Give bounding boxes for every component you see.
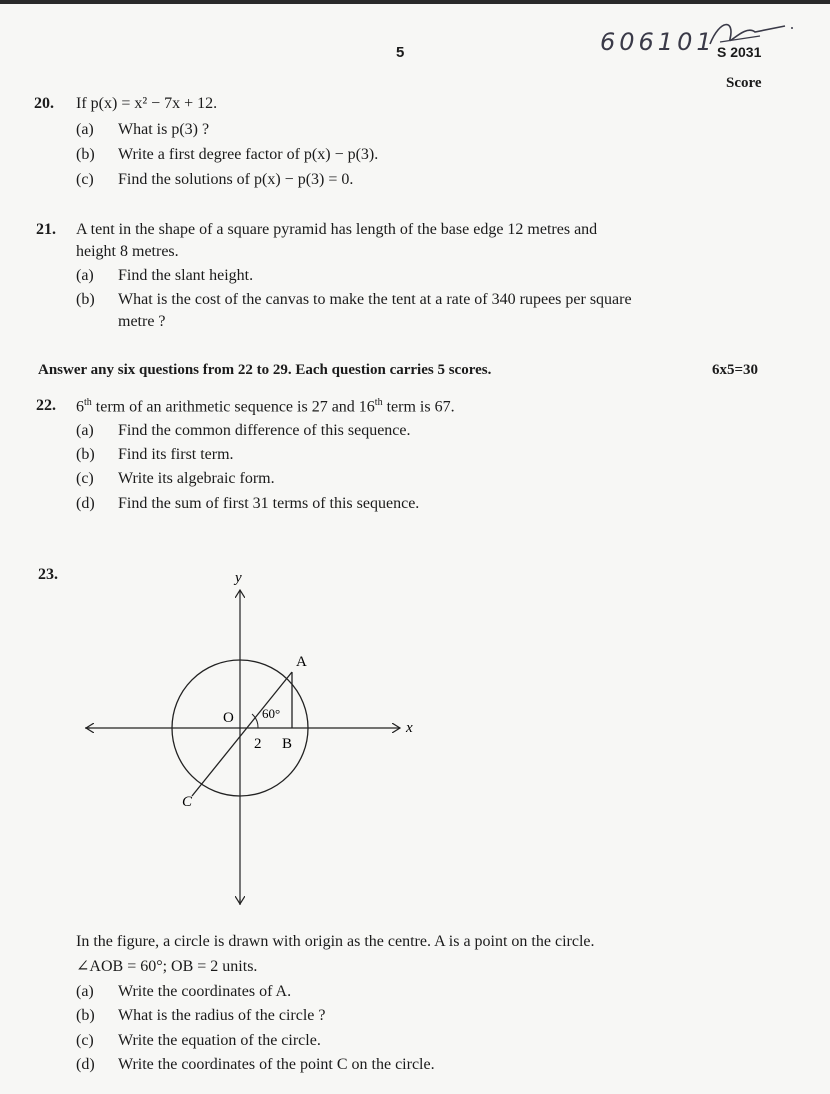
part-text: Find the sum of first 31 terms of this sequence. <box>118 495 420 512</box>
point-c-label: C <box>182 794 193 810</box>
q20-number: 20. <box>34 95 54 112</box>
q22-number: 22. <box>36 397 56 414</box>
part-text: Write the coordinates of A. <box>118 983 292 1000</box>
point-a-label: A <box>296 654 307 670</box>
q22-part-b <box>76 447 234 463</box>
page-top-edge <box>0 0 830 4</box>
angle-label: 60° <box>262 706 281 721</box>
q22-stem-part: term is 67. <box>382 398 455 416</box>
part-label: (c) <box>76 470 94 487</box>
q21-part-b <box>76 292 632 308</box>
part-label: (a) <box>76 121 94 138</box>
y-axis-label: y <box>235 570 242 586</box>
part-text: What is p(3) ? <box>118 121 210 138</box>
point-b-label: B <box>282 736 293 752</box>
q22-stem-part: 6 <box>76 398 84 416</box>
q20-part-b <box>76 147 378 163</box>
q20-stem: If p(x) = x² − 7x + 12. <box>76 95 218 112</box>
section-marks: 6x5=30 <box>712 362 759 378</box>
q23-part-c <box>76 1033 321 1049</box>
part-text: Find the common difference of this sequence. <box>118 422 411 439</box>
paper-code: S 2031 <box>717 44 762 60</box>
q22-part-d <box>76 496 419 512</box>
part-label: (d) <box>76 495 95 512</box>
q22-part-c <box>76 471 275 487</box>
part-text: Find the slant height. <box>118 267 254 284</box>
part-label: (a) <box>76 267 94 284</box>
part-label: (c) <box>76 1032 94 1049</box>
q23-stem-line2: ∠AOB = 60°; OB = 2 units. <box>76 958 258 975</box>
q22-stem-sup: th <box>374 397 383 408</box>
point-o-label: O <box>223 710 234 726</box>
part-text: Write the coordinates of the point C on the circle. <box>118 1056 435 1073</box>
q21-stem-line1: A tent in the shape of a square pyramid has length of the base edge 12 metres and <box>76 221 598 238</box>
part-label: (b) <box>76 1007 95 1024</box>
x-axis-label: x <box>406 720 413 736</box>
section-instruction: Answer any six questions from 22 to 29. Each question carries 5 scores. <box>38 362 492 378</box>
q22-stem <box>76 398 455 415</box>
page-number: 5 <box>396 44 405 61</box>
part-text: Write its algebraic form. <box>118 470 275 487</box>
q23-circle-figure <box>70 560 430 920</box>
q22-stem-sup: th <box>84 397 92 408</box>
part-label: (b) <box>76 146 95 163</box>
q23-stem-line1: In the figure, a circle is drawn with origin as the centre. A is a point on the circle. <box>76 933 595 950</box>
part-text: Write the equation of the circle. <box>118 1032 321 1049</box>
score-label: Score <box>726 75 762 91</box>
q23-part-b <box>76 1008 325 1024</box>
part-label: (a) <box>76 422 94 439</box>
handwritten-number: 606101 <box>600 28 716 56</box>
q22-part-a <box>76 423 411 439</box>
ob-length-label: 2 <box>254 736 262 752</box>
q22-stem-part: term of an arithmetic sequence is 27 and 16 <box>91 398 375 416</box>
q23-part-d <box>76 1057 435 1073</box>
part-text: Find the solutions of p(x) − p(3) = 0. <box>118 171 354 188</box>
q21-part-a <box>76 268 253 284</box>
part-label: (a) <box>76 983 94 1000</box>
q21-part-b-line2: metre ? <box>118 313 166 330</box>
part-label: (c) <box>76 171 94 188</box>
part-label: (d) <box>76 1056 95 1073</box>
part-text: What is the radius of the circle ? <box>118 1007 326 1024</box>
q23-part-a <box>76 984 291 1000</box>
part-label: (b) <box>76 291 95 308</box>
q23-number: 23. <box>38 566 58 583</box>
q21-number: 21. <box>36 221 56 238</box>
line-ac <box>192 672 292 796</box>
q20-part-a <box>76 122 209 138</box>
part-text: Write a first degree factor of p(x) − p(3). <box>118 146 379 163</box>
part-text: What is the cost of the canvas to make the tent at a rate of 340 rupees per square <box>118 291 632 308</box>
part-text: Find its first term. <box>118 446 234 463</box>
part-label: (b) <box>76 446 95 463</box>
q21-stem-line2: height 8 metres. <box>76 243 179 260</box>
q20-part-c <box>76 172 353 188</box>
